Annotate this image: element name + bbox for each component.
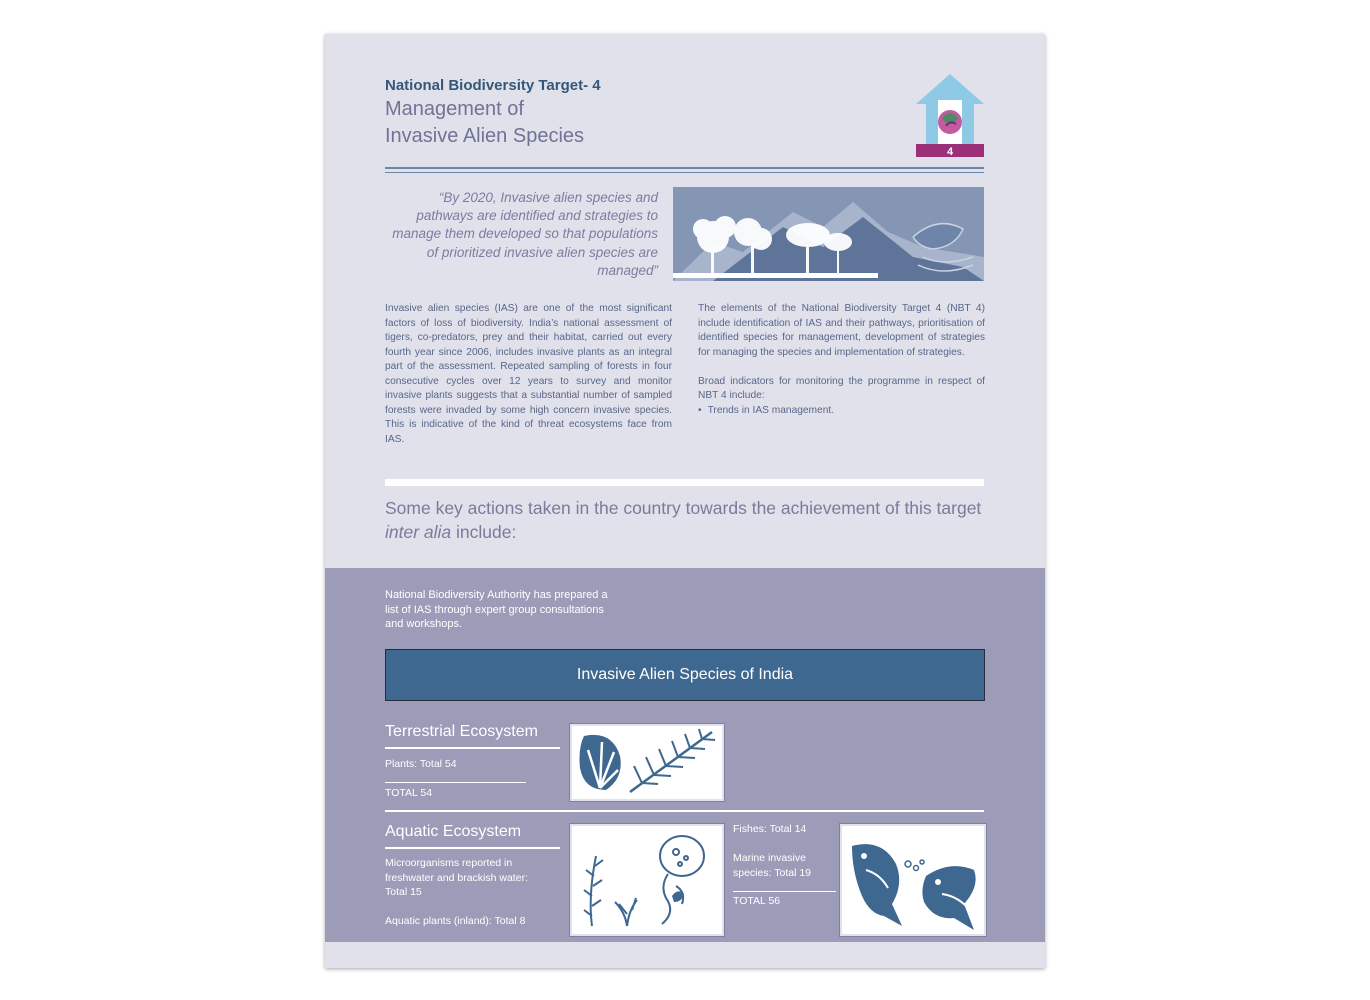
header-rule-top [385,167,984,169]
indicator-bullet [698,404,985,419]
terrestrial-separator [385,782,526,783]
aquatic-title: Aquatic Ecosystem [385,823,522,840]
aquatic-separator [733,891,836,892]
right-column-text [698,302,985,418]
page-title [385,96,584,150]
aquatic-marine: Marine invasive species: Total 19 [733,852,812,879]
terrestrial-title-underline [385,747,560,749]
key-actions-italic: inter alia [385,522,452,542]
aquatic-microorganisms: Microorganisms reported in freshwater and brackish water: Total 15 [385,857,528,898]
title-line-1: Management of [385,98,524,120]
target-quote: “By 2020, Invasive alien species and pathways are identified and strategies to manage them developed so that populations of prioritized invasive alien species are managed” [392,190,658,278]
key-actions-text: Some key actions taken in the country towards the achievement of this target [385,498,982,518]
house-badge-icon [916,74,984,158]
key-actions-heading [385,496,985,544]
target-kicker: National Biodiversity Target- 4 [385,77,601,94]
terrestrial-total: TOTAL 54 [385,787,433,799]
left-column-text [385,302,672,462]
aquatic-fishes: Fishes: Total 14 [733,823,807,835]
title-line-2: Invasive Alien Species [385,125,585,147]
leaf-illustration [570,724,724,801]
aquatic-plants: Aquatic plants (inland): Total 8 [385,915,526,927]
fish-illustration [840,824,986,936]
aquatic-total: TOTAL 56 [733,895,781,907]
terrestrial-title: Terrestrial Ecosystem [385,723,538,740]
actions-band [325,568,1045,942]
badge-number: 4 [946,146,954,158]
report-page [325,34,1045,968]
ias-title-box: Invasive Alien Species of India [385,649,985,701]
header-rule-bottom [385,172,984,173]
section-divider [385,479,984,486]
right-paragraph-2: Broad indicators for monitoring the programme in respect of NBT 4 include: [698,375,985,401]
ecosystem-divider [385,810,984,812]
aquatic-title-underline [385,847,560,849]
left-paragraph: Invasive alien species (IAS) are one of the most significant factors of loss of biodiversity. India’s national assessment of tigers, co-predators, prey and their habitat, carried out every fourth year since 2006, includes invasive plants as an integral part of the assessment. Repeated sampling of forests in four consecutive cycles over 12 years to survey and monitor invasive plants suggests that a substantial number of sampled forests were invaded by some high concern invasive species. This is indicative of the kind of threat ecosystems face from IAS. [385,303,672,445]
nba-text: National Biodiversity Authority has prepared a list of IAS through expert group consultations and workshops. [385,589,608,630]
right-paragraph-1: The elements of the National Biodiversity Target 4 (NBT 4) include identification of IAS and their pathways, prioritisation of identified species for management, development of strategies for managing the species and implementation of strategies. [698,303,985,358]
landscape-illustration [673,187,984,281]
aquatic-plants-illustration [570,824,724,936]
terrestrial-plants: Plants: Total 54 [385,758,457,770]
key-actions-tail: include: [451,522,517,542]
indicator-bullet-text: Trends in IAS management. [707,404,835,416]
